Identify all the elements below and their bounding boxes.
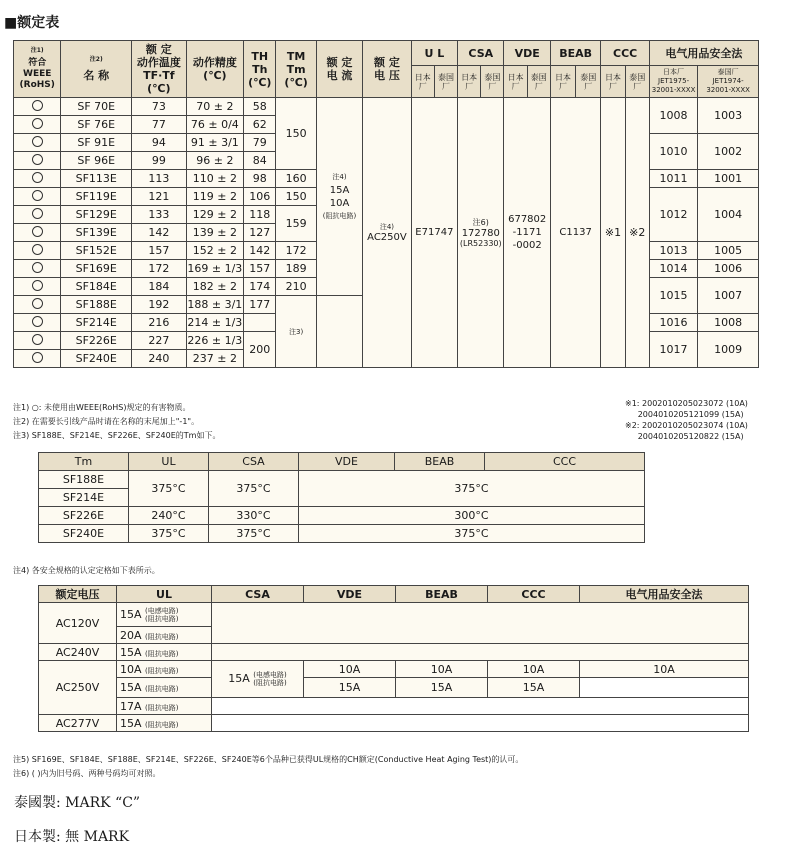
thai-mark-text: 泰國製: MARK “C” <box>14 795 141 811</box>
t3-ul-cell: 17A (阻抗电路) <box>117 698 212 715</box>
tf-cell: 73 <box>132 98 187 116</box>
t2-ul: 375°C <box>129 471 209 507</box>
t3-beab: 15A <box>396 678 488 698</box>
circle-icon <box>32 334 43 345</box>
accuracy-cell: 182 ± 2 <box>186 278 244 296</box>
current-note4: 注4) <box>332 172 347 181</box>
t2-ul: 240°C <box>129 507 209 525</box>
page-title: ■额定表 <box>4 15 60 31</box>
accuracy-cell: 110 ± 2 <box>186 170 244 188</box>
japan-mark-text: 日本製: 無 MARK <box>14 829 130 845</box>
name-cell: SF 70E <box>61 98 132 116</box>
rohs-cell <box>14 188 61 206</box>
t2-name: SF214E <box>39 489 129 507</box>
t3-ul-cell: 15A (电感电路) (阻抗电路) <box>117 603 212 627</box>
th-cell: 177 <box>244 296 276 314</box>
vde-cell: 677802 -1171 -0002 <box>504 98 550 368</box>
t3-ul-cell: 10A (阻抗电路) <box>117 661 212 678</box>
col-name: $^{注2)}$ 名 称 <box>61 41 132 98</box>
tf-cell: 184 <box>132 278 187 296</box>
rohs-cell <box>14 242 61 260</box>
name-cell: SF188E <box>61 296 132 314</box>
table-row <box>14 98 759 116</box>
tf-cell: 227 <box>132 332 187 350</box>
rohs-cell <box>14 170 61 188</box>
accuracy-cell: 169 ± 1/3 <box>186 260 244 278</box>
t2-name: SF226E <box>39 507 129 525</box>
accuracy-cell: 226 ± 1/3 <box>186 332 244 350</box>
th-cell <box>244 314 276 332</box>
t2-h-vde: VDE <box>299 453 395 471</box>
rohs-cell <box>14 296 61 314</box>
t2-h-ul: UL <box>129 453 209 471</box>
col-beab: BEAB <box>550 41 600 66</box>
t2-csa: 375°C <box>209 525 299 543</box>
tf-cell: 133 <box>132 206 187 224</box>
rating-table <box>13 40 759 368</box>
th-cell: 58 <box>244 98 276 116</box>
tf-cell: 157 <box>132 242 187 260</box>
tm-cell: 150 <box>276 98 316 170</box>
pse-th-cell: 1004 <box>698 188 759 242</box>
tm-cell: 210 <box>276 278 316 296</box>
circle-icon <box>32 208 43 219</box>
t2-csa: 375°C <box>209 471 299 507</box>
t3-ccc: 15A <box>488 678 580 698</box>
pse-jp-cell: 1015 <box>649 278 697 314</box>
rohs-cell <box>14 350 61 368</box>
circle-icon <box>32 190 43 201</box>
accuracy-cell: 76 ± 0/4 <box>186 116 244 134</box>
voltage-table <box>38 585 749 732</box>
t3-ccc: 10A <box>488 661 580 678</box>
pse-jp-cell: 1011 <box>649 170 697 188</box>
pse-th-cell: 1002 <box>698 134 759 170</box>
current-current_sub: (阻抗电路) <box>322 211 357 220</box>
th-cell: 79 <box>244 134 276 152</box>
sub-th: 泰国 厂 <box>625 66 649 98</box>
name-cell: SF129E <box>61 206 132 224</box>
t3-pse-empty <box>580 678 749 698</box>
accuracy-cell: 70 ± 2 <box>186 98 244 116</box>
tf-cell: 216 <box>132 314 187 332</box>
tf-cell: 240 <box>132 350 187 368</box>
t3-voltage: AC240V <box>39 644 117 661</box>
pse-th-cell: 1003 <box>698 98 759 134</box>
tm-cell: 150 <box>276 188 316 206</box>
tf-cell: 121 <box>132 188 187 206</box>
accuracy-cell: 152 ± 2 <box>186 242 244 260</box>
th-cell: 174 <box>244 278 276 296</box>
tf-cell: 94 <box>132 134 187 152</box>
th-cell: 142 <box>244 242 276 260</box>
t3-h-ccc: CCC <box>488 586 580 603</box>
pse-jp-cell: 1014 <box>649 260 697 278</box>
voltage-note4: 注4) <box>379 223 395 231</box>
col-th: TH Th (℃) <box>244 41 276 98</box>
tm-cell: 159 <box>276 206 316 242</box>
pse-th-cell: 1009 <box>698 332 759 368</box>
name-cell: SF 76E <box>61 116 132 134</box>
circle-icon <box>32 316 43 327</box>
col-voltage: 额 定 电 压 <box>363 41 411 98</box>
col-weee: $^{注1)}$ 符合 WEEE (RoHS) <box>14 41 61 98</box>
pse-jp-cell: 1010 <box>649 134 697 170</box>
t3-h-ul: UL <box>117 586 212 603</box>
t2-h-ccc: CCC <box>485 453 645 471</box>
name-cell: SF 91E <box>61 134 132 152</box>
pse-jp-cell: 1012 <box>649 188 697 242</box>
col-ul: U L <box>411 41 457 66</box>
note-5: 注5) SF169E、SF184E、SF188E、SF214E、SF226E、SF240E等6个品种已获得UL规格的CH额定(Conductive Heat Aging Test)的认可。 <box>13 755 524 764</box>
t3-empty <box>212 715 749 732</box>
t2-rest: 375°C <box>299 525 645 543</box>
pse-th-cell: 1005 <box>698 242 759 260</box>
t3-voltage: AC120V <box>39 603 117 644</box>
csa-csa_val: 172780 <box>461 228 500 239</box>
name-cell: SF152E <box>61 242 132 260</box>
t3-vde: 15A <box>304 678 396 698</box>
circle-icon <box>32 226 43 237</box>
ccc-th-cell: ※2 <box>625 98 649 368</box>
circle-icon <box>32 352 43 363</box>
t3-empty <box>212 698 749 715</box>
rohs-cell <box>14 152 61 170</box>
tm-cell: 172 <box>276 242 316 260</box>
note-1: 注1) ○: 未使用由WEEE(RoHS)规定的有害物质。 <box>13 403 191 412</box>
ccc-number-notes: ※1: 2002010205023072 (10A) 2004010205121099 (15A) ※2: 2002010205023074 (10A) 2004010205120822 (15A) <box>625 399 748 441</box>
col-csa: CSA <box>458 41 504 66</box>
t2-name: SF188E <box>39 471 129 489</box>
circle-icon <box>32 118 43 129</box>
t3-ul-cell: 15A (阻抗电路) <box>117 715 212 732</box>
rohs-cell <box>14 260 61 278</box>
sub-jp: 日本 厂 <box>411 66 434 98</box>
current-current2: 10A <box>329 197 350 209</box>
pse-jp-cell: 1013 <box>649 242 697 260</box>
pse-th-cell: 1001 <box>698 170 759 188</box>
t3-ul-cell: 15A (阻抗电路) <box>117 678 212 698</box>
circle-icon <box>32 172 43 183</box>
pse-th-cell: 1008 <box>698 314 759 332</box>
t2-name: SF240E <box>39 525 129 543</box>
rohs-cell <box>14 116 61 134</box>
t2-ul: 375°C <box>129 525 209 543</box>
note-4: 注4) 各安全规格的认定定格如下表所示。 <box>13 566 160 575</box>
circle-icon <box>32 100 43 111</box>
t2-h-csa: CSA <box>209 453 299 471</box>
sub-th: 泰国 厂 <box>434 66 457 98</box>
csa-csa_note: 注6) <box>472 218 489 227</box>
tf-cell: 77 <box>132 116 187 134</box>
tm-table <box>38 452 645 543</box>
t2-rest: 300°C <box>299 507 645 525</box>
name-cell: SF240E <box>61 350 132 368</box>
col-accuracy: 动作精度 (℃) <box>186 41 244 98</box>
sub-pse-th: 泰国厂 JET1974- 32001-XXXX <box>698 66 759 98</box>
pse-jp-cell: 1008 <box>649 98 697 134</box>
sub-jp: 日本 厂 <box>504 66 527 98</box>
t3-ul-cell: 20A (阻抗电路) <box>117 627 212 644</box>
name-cell: SF113E <box>61 170 132 188</box>
t3-vde: 10A <box>304 661 396 678</box>
name-cell: SF226E <box>61 332 132 350</box>
circle-icon <box>32 298 43 309</box>
sub-th: 泰国 厂 <box>576 66 601 98</box>
accuracy-cell: 91 ± 3/1 <box>186 134 244 152</box>
sub-th: 泰国 厂 <box>527 66 550 98</box>
name-cell: SF169E <box>61 260 132 278</box>
pse-jp-cell: 1016 <box>649 314 697 332</box>
current-empty <box>316 296 362 368</box>
accuracy-cell: 214 ± 1/3 <box>186 314 244 332</box>
circle-icon <box>32 280 43 291</box>
rohs-cell <box>14 278 61 296</box>
rohs-cell <box>14 332 61 350</box>
sub-jp: 日本 厂 <box>458 66 481 98</box>
pse-jp-cell: 1017 <box>649 332 697 368</box>
t3-voltage: AC277V <box>39 715 117 732</box>
voltage-voltage: AC250V <box>367 232 407 243</box>
t3-empty <box>212 644 749 661</box>
t2-h-beab: BEAB <box>395 453 485 471</box>
accuracy-cell: 119 ± 2 <box>186 188 244 206</box>
beab-cell: C1137 <box>550 98 600 368</box>
t3-empty <box>212 603 749 644</box>
t3-pse: 10A <box>580 661 749 678</box>
tm-cell: 160 <box>276 170 316 188</box>
csa-cell <box>458 98 504 368</box>
th-cell: 106 <box>244 188 276 206</box>
t3-csa: 15A (电感电路) (阻抗电路) <box>212 661 304 698</box>
th-cell: 98 <box>244 170 276 188</box>
current-current: 15A <box>329 184 350 196</box>
t3-h-vde: VDE <box>304 586 396 603</box>
circle-icon <box>32 154 43 165</box>
th-cell: 62 <box>244 116 276 134</box>
col-current: 额 定 电 流 <box>316 41 362 98</box>
tm-cell: 189 <box>276 260 316 278</box>
rohs-cell <box>14 224 61 242</box>
sub-pse-jp: 日本厂 JET1975- 32001-XXXX <box>649 66 697 98</box>
accuracy-cell: 96 ± 2 <box>186 152 244 170</box>
ccc-jp-cell: ※1 <box>601 98 625 368</box>
t3-voltage: AC250V <box>39 661 117 715</box>
tf-cell: 172 <box>132 260 187 278</box>
circle-icon <box>32 244 43 255</box>
t3-h-csa: CSA <box>212 586 304 603</box>
note-3: 注3) SF188E、SF214E、SF226E、SF240E的Tm如下。 <box>13 431 221 440</box>
current-cell <box>316 98 362 296</box>
circle-icon <box>32 262 43 273</box>
t2-h-tm: Tm <box>39 453 129 471</box>
col-ccc: CCC <box>601 41 649 66</box>
rohs-cell <box>14 134 61 152</box>
t3-h-voltage: 额定电压 <box>39 586 117 603</box>
accuracy-cell: 237 ± 2 <box>186 350 244 368</box>
circle-icon <box>32 136 43 147</box>
th-cell: 200 <box>244 332 276 368</box>
t2-rest: 375°C <box>299 471 645 507</box>
pse-th-cell: 1006 <box>698 260 759 278</box>
t3-beab: 10A <box>396 661 488 678</box>
tf-cell: 113 <box>132 170 187 188</box>
tf-cell: 192 <box>132 296 187 314</box>
col-vde: VDE <box>504 41 550 66</box>
col-tf: 额 定 动作温度 TF·Tf (℃) <box>132 41 187 98</box>
col-pse: 电气用品安全法 <box>649 41 758 66</box>
t3-ul-cell: 15A (阻抗电路) <box>117 644 212 661</box>
tf-cell: 142 <box>132 224 187 242</box>
accuracy-cell: 139 ± 2 <box>186 224 244 242</box>
voltage-cell <box>363 98 411 368</box>
th-cell: 84 <box>244 152 276 170</box>
sub-jp: 日本 厂 <box>601 66 625 98</box>
rohs-cell <box>14 98 61 116</box>
name-cell: SF 96E <box>61 152 132 170</box>
note-6: 注6) ( )内为旧号码、两种号码均可对照。 <box>13 769 161 778</box>
th-cell: 127 <box>244 224 276 242</box>
ul-cell: E71747 <box>411 98 457 368</box>
sub-th: 泰国 厂 <box>481 66 504 98</box>
name-cell: SF214E <box>61 314 132 332</box>
th-cell: 157 <box>244 260 276 278</box>
name-cell: SF119E <box>61 188 132 206</box>
name-cell: SF139E <box>61 224 132 242</box>
pse-th-cell: 1007 <box>698 278 759 314</box>
rohs-cell <box>14 206 61 224</box>
sub-jp: 日本 厂 <box>550 66 575 98</box>
th-cell: 118 <box>244 206 276 224</box>
col-tm: TM Tm (℃) <box>276 41 316 98</box>
accuracy-cell: 188 ± 3/1 <box>186 296 244 314</box>
t3-h-pse: 电气用品安全法 <box>580 586 749 603</box>
accuracy-cell: 129 ± 2 <box>186 206 244 224</box>
tm-note-cell: 注3) <box>276 296 316 368</box>
note-2: 注2) 在需要长引线产品时请在名称的末尾加上"-1"。 <box>13 417 200 426</box>
t2-csa: 330°C <box>209 507 299 525</box>
tf-cell: 99 <box>132 152 187 170</box>
name-cell: SF184E <box>61 278 132 296</box>
csa-csa_sub: (LR52330) <box>459 239 502 248</box>
t3-h-beab: BEAB <box>396 586 488 603</box>
rohs-cell <box>14 314 61 332</box>
